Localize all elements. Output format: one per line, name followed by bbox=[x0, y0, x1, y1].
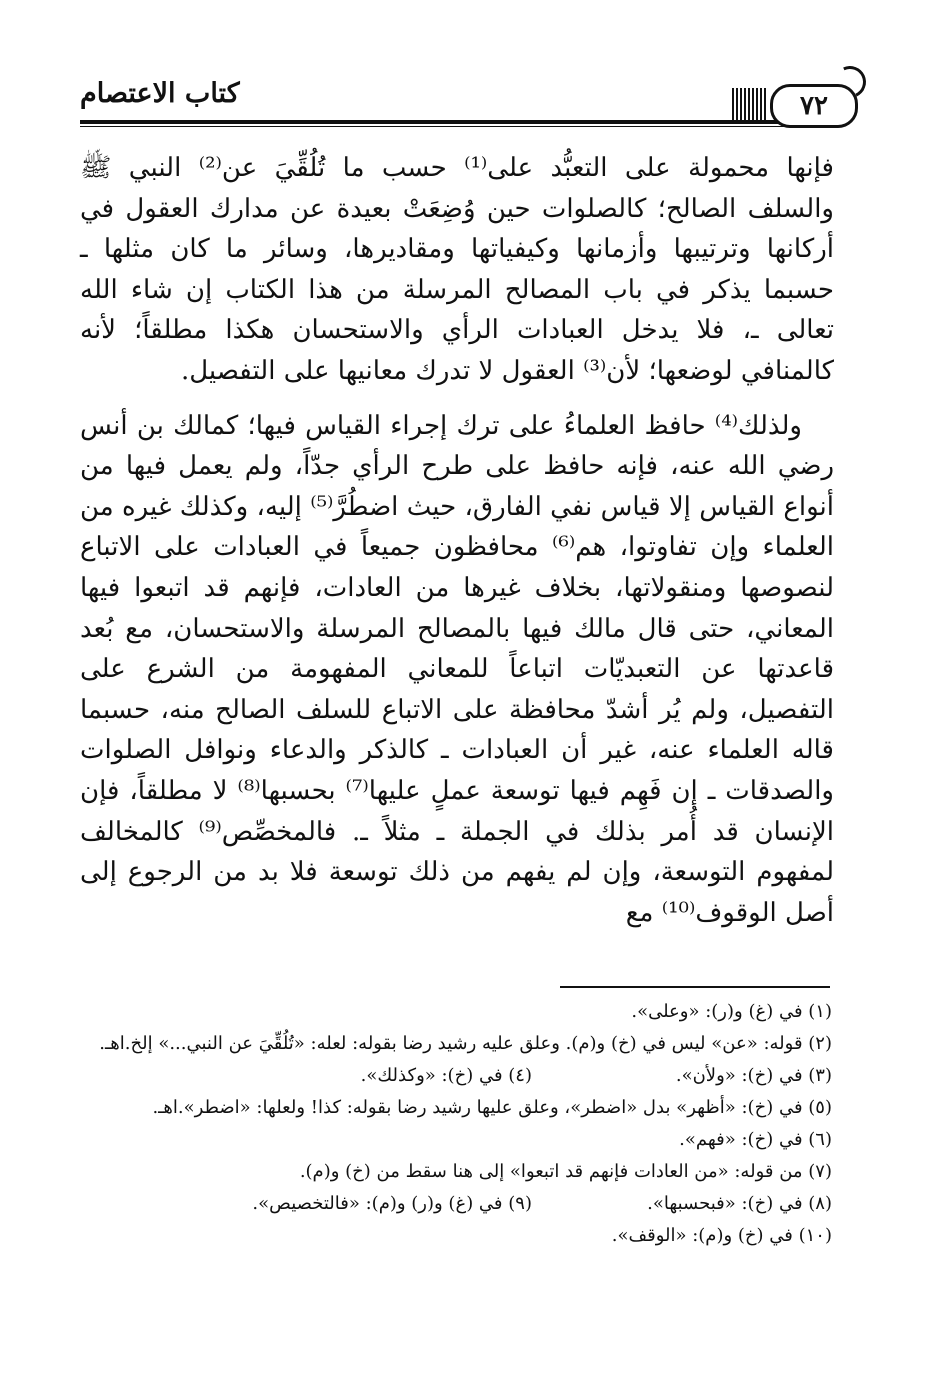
main-text bbox=[80, 148, 834, 933]
footnote-2: (٢) قوله: «عن» ليس في (خ) و(م). وعلق عليه رشيد رضا بقوله: لعله: «تُلُقِّيَ عن النبي...» إلخ.اهـ. bbox=[99, 1033, 832, 1054]
footnotes bbox=[80, 996, 832, 1252]
footnote-7: (٧) من قوله: «من العادات فإنهم قد اتبعوا» إلى هنا سقط من (خ) و(م). bbox=[299, 1161, 832, 1182]
header-ornament-bars bbox=[732, 88, 766, 120]
footnote-6: (٦) في (خ): «فهم». bbox=[679, 1129, 832, 1150]
page-number: ٧٢ bbox=[770, 84, 858, 128]
footnote-row-3-4 bbox=[80, 1060, 832, 1092]
footnote-separator bbox=[560, 986, 830, 988]
footnote-8: (٨) في (خ): «فبحسبها». bbox=[647, 1193, 832, 1214]
paragraph-1: فإنها محمولة على التعبُّد على⁽¹⁾ حسب ما تُلُقِّيَ عن⁽²⁾ النبي ﷺ والسلف الصالح؛ كالصلوات حين وُضِعَتْ بعيدة عن مدارك العقول في أركانها وترتيبها وأزمانها وكيفياتها ومقاديرها، وسائر ما كان مثلها ـ حسبما يذكر في باب المصالح المرسلة من هذا الكتاب إن شاء الله تعالى ـ، فلا يدخل العبادات الرأي والاستحسان هكذا مطلقاً؛ لأنه كالمنافي لوضعها؛ لأن⁽³⁾ العقول لا تدرك معانيها على التفصيل. bbox=[80, 153, 834, 386]
footnote-1: (١) في (غ) و(ر): «وعلى». bbox=[631, 1001, 832, 1022]
footnote-row-8-9 bbox=[80, 1188, 832, 1220]
footnote-3: (٣) في (خ): «ولأن». bbox=[675, 1065, 832, 1086]
header-rule-thin bbox=[80, 126, 842, 127]
book-title: كتاب الاعتصام bbox=[80, 78, 240, 109]
footnote-9: (٩) في (غ) و(ر) و(م): «فالتخصيص». bbox=[252, 1193, 532, 1214]
footnote-10: (١٠) في (خ) و(م): «الوقف». bbox=[611, 1225, 832, 1246]
page-header bbox=[80, 60, 850, 130]
header-rule bbox=[80, 120, 842, 124]
footnote-5: (٥) في (خ): «أظهر» بدل «اضطر»، وعلق عليها رشيد رضا بقوله: كذا! ولعلها: «اضطر».اهـ. bbox=[152, 1097, 832, 1118]
paragraph-2: ولذلك⁽⁴⁾ حافظ العلماءُ على ترك إجراء القياس فيها؛ كمالك بن أنس رضي الله عنه، فإنه حافظ على طرح الرأي جدّاً، ولم يعمل فيها من أنواع القياس إلا قياس نفي الفارق، حيث اضطُرَّ⁽⁵⁾ إليه، وكذلك غيره من العلماء وإن تفاوتوا، هم⁽⁶⁾ محافظون جميعاً في العبادات على الاتباع لنصوصها ومنقولاتها، بخلاف غيرها من العادات، فإنهم قد اتبعوا فيها المعاني، حتى قال مالك فيها بالمصالح المرسلة والاستحسان، مع بُعد قاعدتها عن التعبديّات اتباعاً للمعاني المفهومة من الشرع على التفصيل، ولم يُر أشدّ محافظة على الاتباع للسلف الصالح منه، حسبما قاله العلماء عنه، غير أن العبادات ـ كالذكر والدعاء ونوافل الصلوات والصدقات ـ إن فَهِم فيها توسعة عملٍ عليها⁽⁷⁾ بحسبها⁽⁸⁾ لا مطلقاً، فإن الإنسان قد أُمر بذلك في الجملة ـ مثلاً ـ. فالمخصِّص⁽⁹⁾ كالمخالف لمفهوم التوسعة، وإن لم يفهم من ذلك توسعة فلا بد من الرجوع إلى أصل الوقوف⁽¹⁰⁾ مع bbox=[80, 410, 834, 928]
footnote-4: (٤) في (خ): «وكذلك». bbox=[360, 1065, 532, 1086]
